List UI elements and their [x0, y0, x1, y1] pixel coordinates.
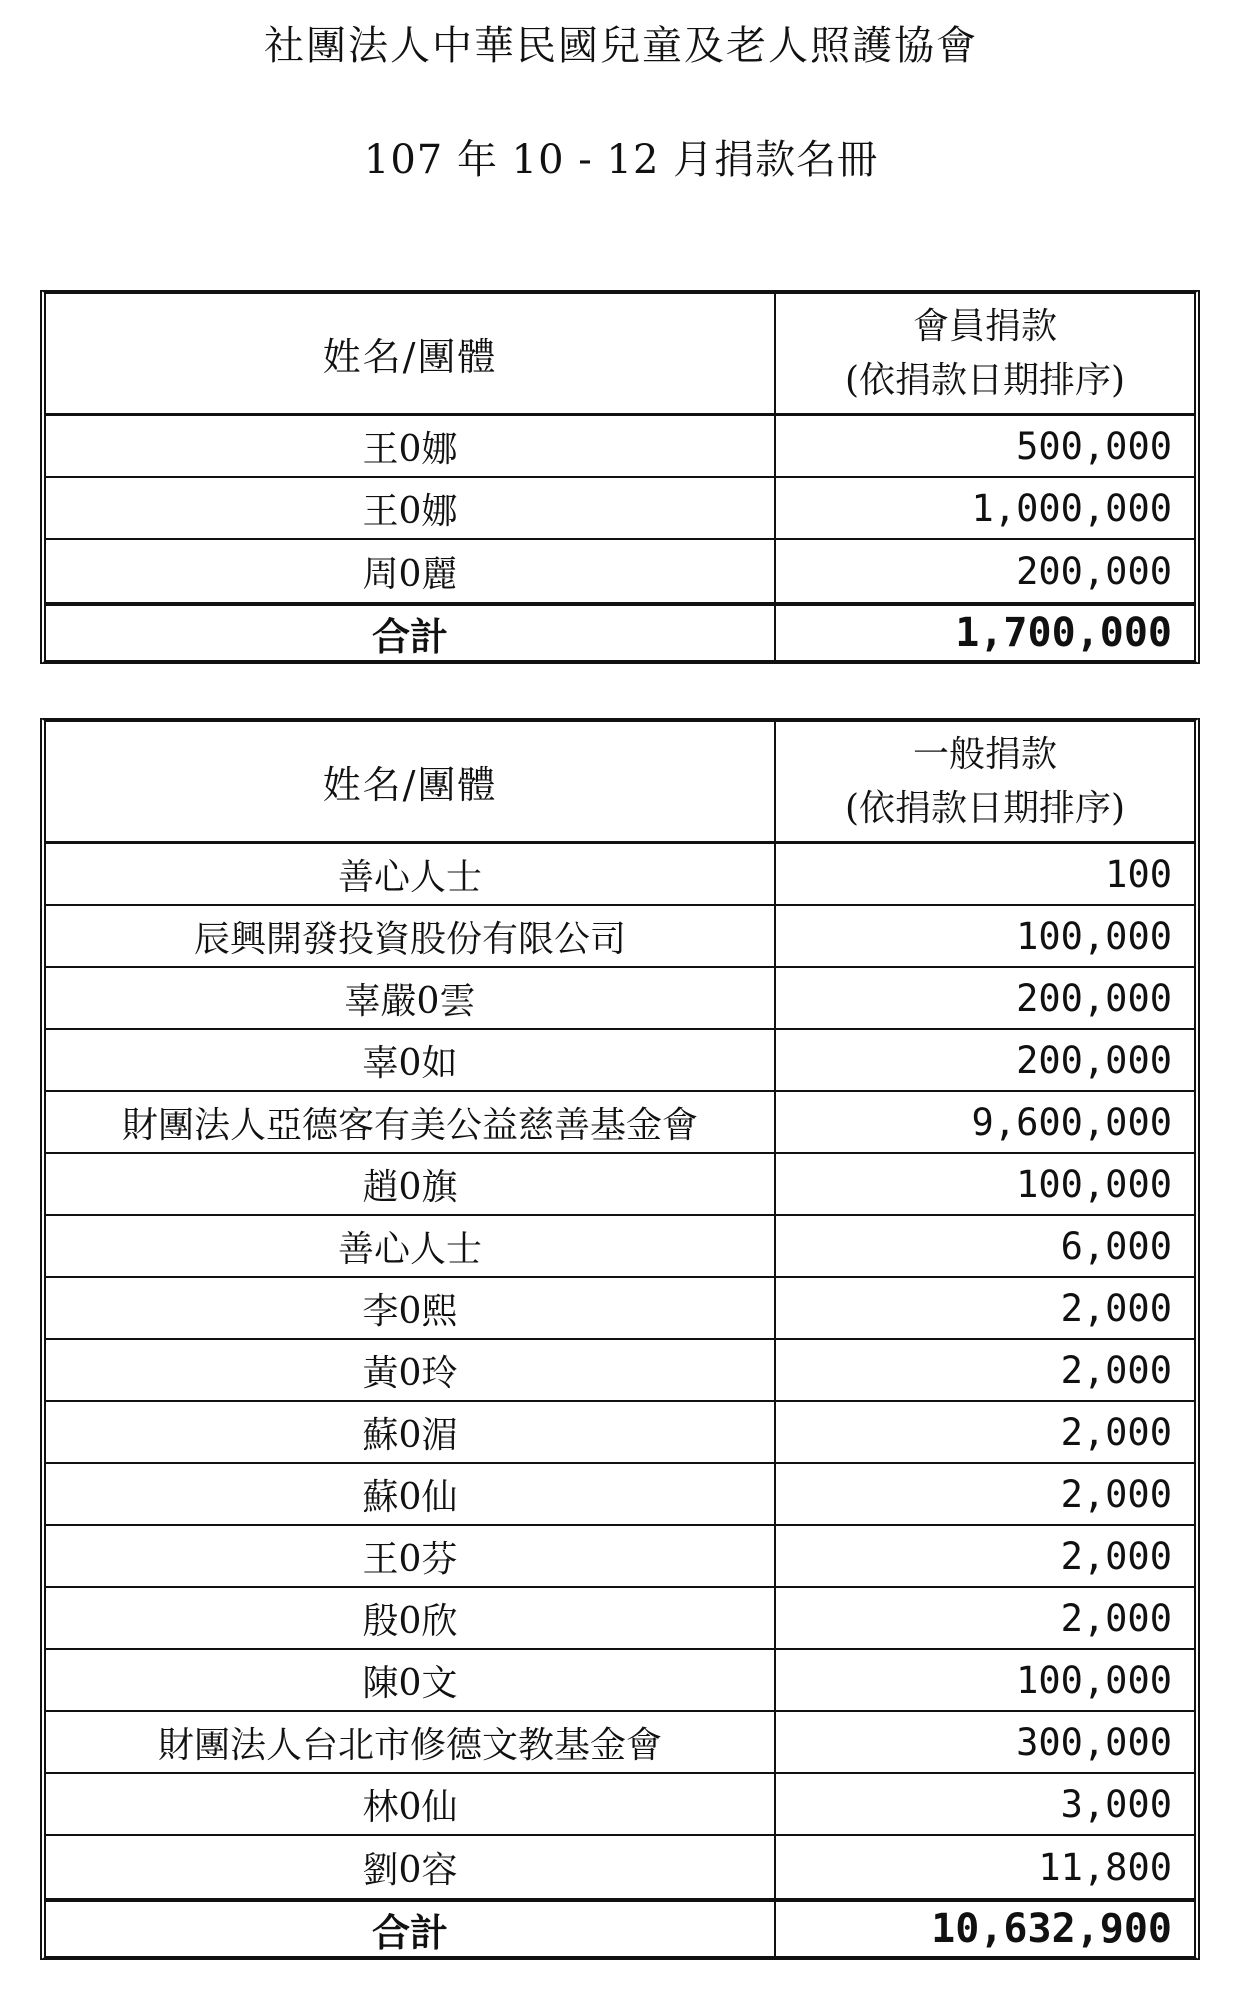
donor-name-cell: 辜嚴0雲 [46, 968, 776, 1028]
donation-amount-cell: 11,800 [1038, 1845, 1172, 1889]
donor-name-cell: 辰興開發投資股份有限公司 [46, 906, 776, 966]
general-rows [46, 844, 1194, 1898]
donation-amount-cell: 200,000 [1016, 976, 1172, 1020]
table-total-row [46, 1898, 1194, 1956]
column-header-amount-note: (依捐款日期排序) [844, 359, 1126, 401]
donation-amount-cell: 2,000 [1060, 1410, 1172, 1454]
donor-name-cell: 周0麗 [46, 540, 776, 602]
donation-amount-cell: 100 [1105, 852, 1172, 896]
donation-amount-cell: 6,000 [1060, 1224, 1172, 1268]
donor-name-cell: 蘇0仙 [46, 1464, 776, 1524]
table-row [46, 1836, 1194, 1898]
table-header-row [46, 294, 1194, 416]
donor-name-cell: 趙0旗 [46, 1154, 776, 1214]
table-row [46, 844, 1194, 906]
column-header-amount [776, 294, 1194, 413]
donor-name-cell: 李0熙 [46, 1278, 776, 1338]
document-title: 社團法人中華民國兒童及老人照護協會 [264, 23, 978, 69]
donor-name-cell: 善心人士 [46, 1216, 776, 1276]
column-header-name: 姓名/團體 [46, 722, 776, 841]
total-label: 合計 [46, 606, 776, 660]
table-row [46, 1092, 1194, 1154]
column-header-name: 姓名/團體 [46, 294, 776, 413]
donation-amount-cell: 300,000 [1016, 1720, 1172, 1764]
donor-name-cell: 辜0如 [46, 1030, 776, 1090]
member-rows [46, 416, 1194, 602]
donation-amount-cell: 2,000 [1060, 1534, 1172, 1578]
donor-name-cell: 王0娜 [46, 416, 776, 476]
table-total-row [46, 602, 1194, 660]
document-subtitle: 107 年 10 - 12 月捐款名冊 [363, 137, 879, 183]
column-header-amount-title: 一般捐款 [912, 733, 1057, 775]
table-row [46, 1154, 1194, 1216]
table-row [46, 1340, 1194, 1402]
donation-amount-cell: 3,000 [1060, 1782, 1172, 1826]
total-label: 合計 [46, 1902, 776, 1956]
donor-name-cell: 財團法人台北市修德文教基金會 [46, 1712, 776, 1772]
column-header-amount [776, 722, 1194, 841]
donation-amount-cell: 2,000 [1060, 1348, 1172, 1392]
table-row [46, 1216, 1194, 1278]
donor-name-cell: 王0娜 [46, 478, 776, 538]
table-row [46, 1278, 1194, 1340]
donation-amount-cell: 200,000 [1016, 1038, 1172, 1082]
member-donation-table [40, 290, 1200, 664]
donor-name-cell: 劉0容 [46, 1836, 776, 1898]
donation-amount-cell: 100,000 [1016, 1658, 1172, 1702]
table-row [46, 1588, 1194, 1650]
donation-amount-cell: 2,000 [1060, 1596, 1172, 1640]
table-row [46, 540, 1194, 602]
donor-name-cell: 殷0欣 [46, 1588, 776, 1648]
table-row [46, 416, 1194, 478]
donor-name-cell: 善心人士 [46, 844, 776, 904]
table-row [46, 1526, 1194, 1588]
general-donation-table [40, 718, 1200, 1960]
table-row [46, 478, 1194, 540]
donation-amount-cell: 1,000,000 [971, 486, 1172, 530]
donation-amount-cell: 2,000 [1060, 1472, 1172, 1516]
donor-name-cell: 黃0玲 [46, 1340, 776, 1400]
table-row [46, 906, 1194, 968]
table-row [46, 1464, 1194, 1526]
donation-amount-cell: 200,000 [1016, 549, 1172, 593]
donor-name-cell: 財團法人亞德客有美公益慈善基金會 [46, 1092, 776, 1152]
total-amount: 1,700,000 [955, 610, 1172, 656]
donation-amount-cell: 100,000 [1016, 914, 1172, 958]
donation-amount-cell: 500,000 [1016, 424, 1172, 468]
table-row [46, 1650, 1194, 1712]
column-header-amount-note: (依捐款日期排序) [844, 787, 1126, 829]
donation-amount-cell: 9,600,000 [971, 1100, 1172, 1144]
donor-name-cell: 陳0文 [46, 1650, 776, 1710]
column-header-amount-title: 會員捐款 [912, 305, 1057, 347]
table-row [46, 968, 1194, 1030]
table-row [46, 1030, 1194, 1092]
total-amount: 10,632,900 [931, 1906, 1172, 1952]
table-row [46, 1712, 1194, 1774]
donation-amount-cell: 100,000 [1016, 1162, 1172, 1206]
donation-amount-cell: 2,000 [1060, 1286, 1172, 1330]
donor-name-cell: 林0仙 [46, 1774, 776, 1834]
table-header-row [46, 722, 1194, 844]
donor-name-cell: 蘇0湄 [46, 1402, 776, 1462]
table-row [46, 1402, 1194, 1464]
table-row [46, 1774, 1194, 1836]
donor-name-cell: 王0芬 [46, 1526, 776, 1586]
